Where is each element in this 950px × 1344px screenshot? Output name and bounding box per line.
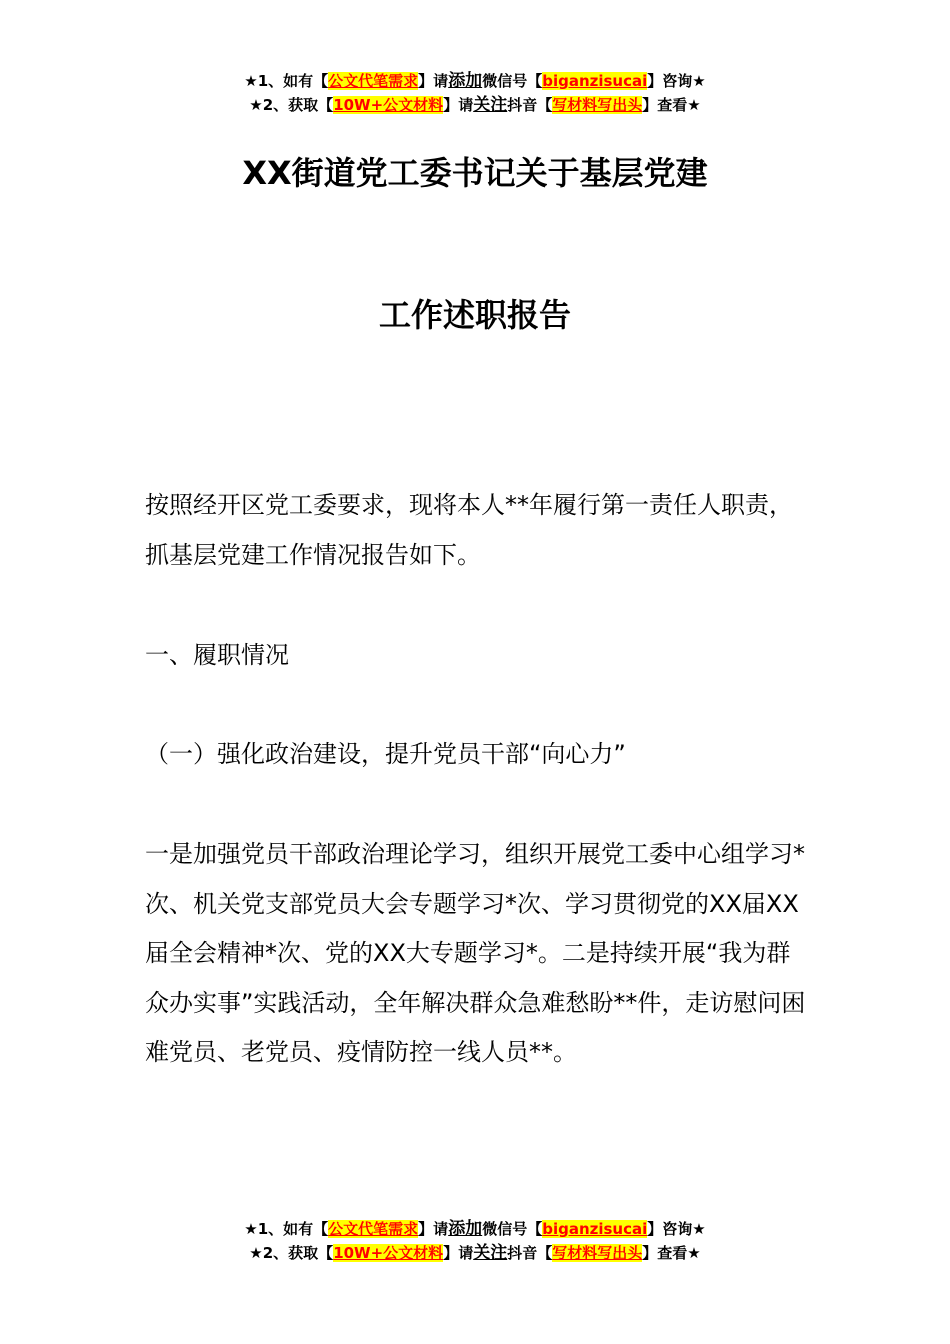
intro-paragraph: 按照经开区党工委要求，现将本人**年履行第一责任人职责，抓基层党建工作情况报告如下。 xyxy=(145,491,793,569)
section-heading: 一、履职情况 xyxy=(145,641,289,669)
banner-line-1 xyxy=(0,1217,950,1241)
banner-line-2 xyxy=(0,1241,950,1265)
banner-text: 抖音【 xyxy=(507,1244,553,1262)
banner-text: ★1、如有【 xyxy=(244,1220,329,1238)
banner-text: 】请 xyxy=(443,1244,474,1262)
banner-highlight-douyin-account[interactable]: 写材料写出头 xyxy=(552,96,643,114)
banner-highlight-service[interactable]: 公文代笔需求 xyxy=(328,72,419,90)
banner-emphasis: 关注 xyxy=(473,95,508,115)
banner-text: 】请 xyxy=(443,96,474,114)
banner-text: 微信号【 xyxy=(482,1220,543,1238)
banner-text: 抖音【 xyxy=(507,96,553,114)
banner-emphasis: 关注 xyxy=(473,1243,508,1263)
banner-line-1 xyxy=(0,69,950,93)
banner-text: 】查看★ xyxy=(642,96,701,114)
banner-text: 】请 xyxy=(418,72,449,90)
footer-banner xyxy=(0,1217,950,1265)
banner-highlight-wechat-id[interactable]: biganzisucai xyxy=(542,72,648,90)
banner-highlight-materials[interactable]: 10W+公文材料 xyxy=(333,96,444,114)
banner-text: 】查看★ xyxy=(642,1244,701,1262)
header-banner xyxy=(0,69,950,117)
banner-text: ★2、获取【 xyxy=(249,1244,334,1262)
banner-text: 微信号【 xyxy=(482,72,543,90)
body-paragraph: 一是加强党员干部政治理论学习，组织开展党工委中心组学习*次、机关党支部党员大会专题学习*次、学习贯彻党的XX届XX届全会精神*次、党的XX大专题学习*。二是持续开展“我为群众办实事”实践活动，全年解决群众急难愁盼**件，走访慰问困难党员、老党员、疫情防控一线人员**。 xyxy=(145,840,806,1066)
banner-text: 】咨询★ xyxy=(647,72,706,90)
banner-text: 】咨询★ xyxy=(647,1220,706,1238)
subsection-heading: （一）强化政治建设，提升党员干部“向心力” xyxy=(145,740,626,768)
document-title-line-2: 工作述职报告 xyxy=(378,296,571,334)
banner-text: ★1、如有【 xyxy=(244,72,329,90)
banner-emphasis: 添加 xyxy=(448,71,483,91)
banner-highlight-service[interactable]: 公文代笔需求 xyxy=(328,1220,419,1238)
banner-text: ★2、获取【 xyxy=(249,96,334,114)
banner-emphasis: 添加 xyxy=(448,1219,483,1239)
banner-highlight-douyin-account[interactable]: 写材料写出头 xyxy=(552,1244,643,1262)
banner-highlight-materials[interactable]: 10W+公文材料 xyxy=(333,1244,444,1262)
banner-text: 】请 xyxy=(418,1220,449,1238)
banner-line-2 xyxy=(0,93,950,117)
banner-highlight-wechat-id[interactable]: biganzisucai xyxy=(542,1220,648,1238)
document-title-line-1: XX街道党工委书记关于基层党建 xyxy=(242,154,708,192)
